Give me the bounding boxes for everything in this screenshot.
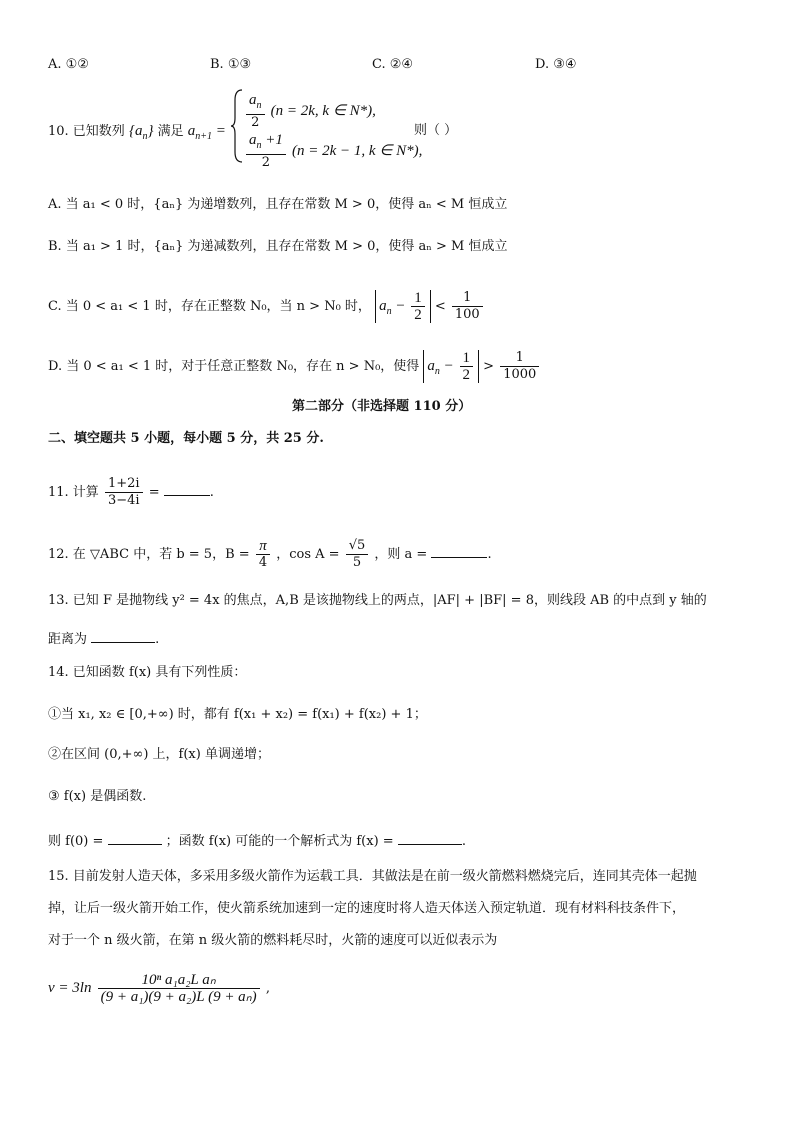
q15-formula-num: 10ⁿ a₁a₂L aₙ — [98, 972, 260, 989]
q11-equals: = — [148, 485, 164, 500]
q15-formula-tail: , — [265, 981, 270, 996]
q14-ask: 则 f(0) = ；函数 f(x) 可能的一个解析式为 f(x) = . — [48, 830, 466, 851]
q15-line-3: 对于一个 n 级火箭，在第 n 级火箭的燃料耗尽时，火箭的速度可以近似表示为 — [48, 933, 498, 948]
part2-title: 第二部分（非选择题 110 分） — [292, 399, 472, 414]
q12-text-2: ，cos A = — [276, 547, 340, 562]
q15-formula — [48, 972, 270, 1005]
q10-case-2-cond: (n = 2k − 1, k ∈ N*), — [292, 143, 423, 159]
q10-option-c-abs: $a_n$ − $\frac{1}{2}$ — [375, 290, 431, 323]
q12-text-3: ，则 a = — [374, 547, 428, 562]
q11-denominator: 3−4i — [107, 493, 140, 508]
section2-title: 二、填空题共 5 小题，每小题 5 分，共 25 分. — [48, 431, 324, 446]
q14-property-3: ③ f(x) 是偶函数. — [48, 789, 147, 804]
q9-option-b: B. ①③ — [210, 57, 252, 72]
q10-option-b: B. 当 a₁ > 1 时，{aₙ} 为递减数列，且存在常数 M > 0，使得 aₙ > M 恒成立 — [48, 239, 508, 254]
q10-brace — [230, 88, 244, 164]
q15-line-2: 掉，让后一级火箭开始工作，使火箭系统加速到一定的速度时将人造天体送入预定轨道．现有材料科技条件下， — [48, 901, 686, 916]
q10-option-a: A. 当 a₁ < 0 时，{aₙ} 为递增数列，且存在常数 M > 0，使得 aₙ < M 恒成立 — [48, 197, 508, 212]
q10-option-d-abs: $a_n$ − $\frac{1}{2}$ — [423, 350, 479, 383]
q12-answer-blank[interactable] — [431, 543, 487, 558]
q10-case-1-cond: (n = 2k, k ∈ N*), — [270, 103, 376, 119]
q14-answer-blank-1[interactable] — [108, 830, 162, 845]
q9-option-c: C. ②④ — [372, 57, 414, 72]
q13-answer-blank[interactable] — [91, 628, 155, 643]
q14-answer-blank-2[interactable] — [398, 830, 462, 845]
q11: 11. 计算 $\frac{1+2i}{3-4i}$ = . — [48, 476, 214, 508]
q14-ask-1: 则 f(0) = — [48, 834, 104, 849]
q10-option-d-text: D. 当 0 < a₁ < 1 时，对于任意正整数 N₀，存在 n > N₀，使得 — [48, 359, 420, 374]
q10-recurrence-lhs: $a_{n+1}$ = — [187, 123, 226, 142]
q11-answer-blank[interactable] — [164, 481, 210, 496]
q10-stem — [48, 122, 226, 146]
q14-ask-2: ；函数 f(x) 可能的一个解析式为 f(x) = — [165, 834, 394, 849]
q10-option-c-text: C. 当 0 < a₁ < 1 时，存在正整数 N₀，当 n > N₀ 时， — [48, 299, 371, 314]
q10-seq-symbol: $\{a_n\}$ — [128, 123, 154, 142]
q12-text-1: 12. 在 ▽ABC 中，若 b = 5，B = — [48, 547, 250, 562]
q11-prefix: 11. 计算 — [48, 485, 99, 500]
q10-option-c: C. 当 0 < a₁ < 1 时，存在正整数 N₀，当 n > N₀ 时， $a_n$ − $\frac{1}{2}$ < $\frac{1}{100}$ — [48, 290, 485, 323]
q15-formula-lhs: v = 3ln — [48, 980, 92, 996]
q10-stem-suffix: 则（ ） — [414, 123, 458, 138]
q10-stem-prefix: 10. 已知数列 — [48, 124, 125, 139]
q15-line-1: 15. 目前发射人造天体，多采用多级火箭作为运载工具．其做法是在前一级火箭燃料燃烧完后，连同其壳体一起抛 — [48, 869, 697, 884]
q14-property-1: ①当 x₁, x₂ ∈ [0,+∞) 时，都有 f(x₁ + x₂) = f(x₁) + f(x₂) + 1； — [48, 707, 427, 722]
q9-option-a: A. ①② — [48, 57, 89, 72]
q10-stem-mid: 满足 — [157, 124, 184, 139]
q12: 12. 在 ▽ABC 中，若 b = 5，B = $\frac{\pi}{4}$ ，cos A = $\frac{√5}{5}$ ，则 a = . — [48, 538, 492, 570]
q13-line-1: 13. 已知 F 是抛物线 y² = 4x 的焦点，A,B 是该抛物线上的两点，|AF| + |BF| = 8，则线段 AB 的中点到 y 轴的 — [48, 593, 707, 608]
q13-line-2: 距离为 . — [48, 628, 159, 649]
q14-stem: 14. 已知函数 f(x) 具有下列性质： — [48, 665, 247, 680]
q9-option-d: D. ③④ — [535, 57, 577, 72]
q10-case-1: $\frac{a_n}{2}$ (n = 2k, k ∈ N*), — [244, 92, 376, 131]
q10-option-d: D. 当 0 < a₁ < 1 时，对于任意正整数 N₀，存在 n > N₀，使得 $a_n$ − $\frac{1}{2}$ > $\frac{1}{1000}$ — [48, 350, 541, 383]
q14-property-2: ②在区间 (0,+∞) 上，f(x) 单调递增； — [48, 747, 270, 762]
q13-line-2-text: 距离为 — [48, 632, 88, 647]
q11-numerator: 1+2i — [105, 476, 143, 493]
q10-option-c-den: 100 — [454, 307, 480, 322]
q12-cos-den: 5 — [352, 555, 362, 570]
q10-option-d-den: 1000 — [503, 367, 537, 382]
q12-pi-den: 4 — [258, 555, 268, 570]
q15-formula-den: (9 + a₁)(9 + a₂)L (9 + aₙ) — [100, 989, 257, 1005]
q10-case-2: $\frac{a_n +1}{2}$ (n = 2k − 1, k ∈ N*), — [244, 132, 422, 171]
